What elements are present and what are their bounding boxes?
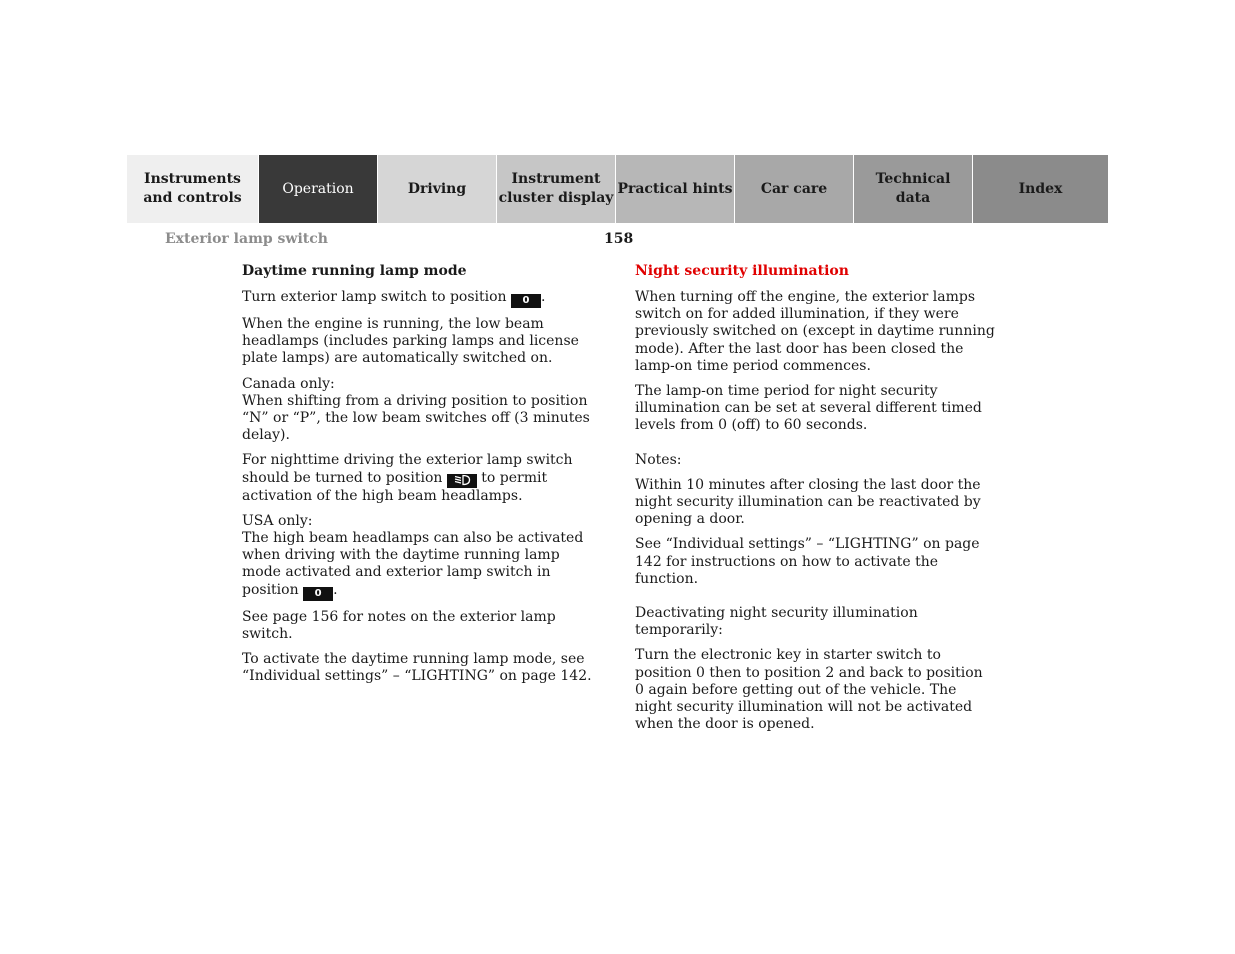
paragraph: To activate the daytime running lamp mode, see “Individual settings” – “LIGHTING” on page 142. <box>242 651 592 685</box>
switch-position-key: 0 <box>511 294 541 308</box>
tab-instruments-and-controls[interactable] <box>127 155 259 223</box>
text: For nighttime driving the exterior lamp switch should be turned to position <box>242 452 573 486</box>
tab-practical-hints[interactable] <box>616 155 735 223</box>
paragraph: The lamp-on time period for night security illumination can be set at several different timed levels from 0 (off) to 60 seconds. <box>635 383 982 434</box>
paragraph <box>242 376 602 445</box>
tab-label: Technical data <box>875 171 951 206</box>
switch-position-key: 0 <box>303 587 333 601</box>
section-title: Exterior lamp switch <box>165 231 328 247</box>
text: Canada only: <box>242 375 335 392</box>
tab-driving[interactable] <box>378 155 497 223</box>
tab-label: Instruments and controls <box>143 171 242 206</box>
paragraph: See “Individual settings” – “LIGHTING” on page 142 for instructions on how to activate the function. <box>635 536 980 587</box>
daytime-running-heading: Daytime running lamp mode <box>242 263 467 279</box>
tab-instrument-cluster-display[interactable] <box>497 155 616 223</box>
tab-index[interactable] <box>973 155 1108 223</box>
text: When shifting from a driving position to position “N” or “P”, the low beam switches off (3 minutes delay). <box>242 392 590 444</box>
page-number: 158 <box>604 231 634 247</box>
paragraph <box>242 513 602 601</box>
text: The high beam headlamps can also be activated when driving with the daytime running lamp mode activated and exterior lamp switch in position <box>242 530 584 598</box>
tab-label: Driving <box>407 180 467 197</box>
paragraph: Within 10 minutes after closing the last door the night security illumination can be reactivated by opening a door. <box>635 476 981 528</box>
paragraph: See page 156 for notes on the exterior lamp switch. <box>242 608 556 642</box>
paragraph: Deactivating night security illumination temporarily: <box>635 605 918 639</box>
tab-technical-data[interactable] <box>854 155 973 223</box>
left-column <box>242 263 602 693</box>
text: . <box>333 581 338 598</box>
low-beam-headlamp-icon <box>447 474 477 488</box>
paragraph <box>242 452 602 504</box>
tab-label: Car care <box>760 180 828 197</box>
section-tab-bar <box>127 155 1108 223</box>
paragraph: Turn the electronic key in starter switch to position 0 then to position 2 and back to position 0 again before getting out of the vehicle. The night security illumination will not be activated when the door is opened. <box>635 647 983 733</box>
text: USA only: <box>242 512 313 529</box>
text: to permit activation of the high beam headlamps. <box>242 469 548 504</box>
night-security-heading: Night security illumination <box>635 263 849 279</box>
paragraph <box>242 289 602 308</box>
tab-label: Practical hints <box>617 180 733 197</box>
tab-label: Instrument cluster display <box>498 171 614 206</box>
text: . <box>541 289 546 305</box>
paragraph: When the engine is running, the low beam headlamps (includes parking lamps and license plate lamps) are automatically switched on. <box>242 316 579 367</box>
right-column <box>635 263 995 741</box>
tab-operation[interactable] <box>259 155 378 223</box>
notes-label: Notes: <box>635 451 682 468</box>
tab-label: Operation <box>282 180 354 197</box>
text: Turn exterior lamp switch to position <box>242 289 507 305</box>
tab-car-care[interactable] <box>735 155 854 223</box>
paragraph: When turning off the engine, the exterior lamps switch on for added illumination, if they were previously switched on (except in daytime running mode). After the last door has been closed the lamp-on time period commences. <box>635 289 995 374</box>
tab-label: Index <box>1018 180 1063 197</box>
